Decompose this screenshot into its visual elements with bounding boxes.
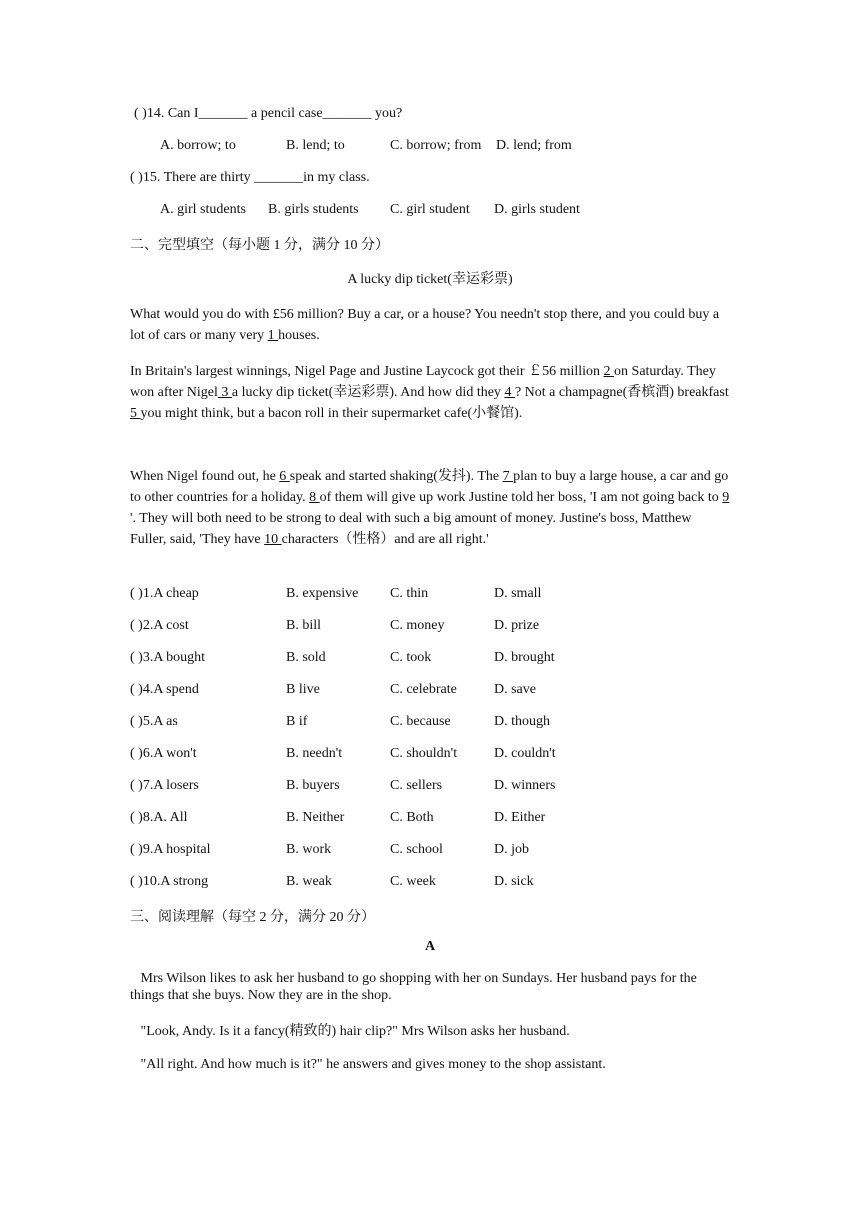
option-question: ( )2.A cost bbox=[130, 618, 189, 633]
option-question: ( )10.A strong bbox=[130, 874, 209, 889]
question-15-stem: ( )15. There are thirty _______in my class. bbox=[130, 170, 370, 185]
option-b: B live bbox=[286, 682, 320, 697]
option-b: B. expensive bbox=[286, 586, 359, 601]
option-b: B. bill bbox=[286, 618, 322, 633]
passage-title: A lucky dip ticket(幸运彩票) bbox=[347, 272, 513, 287]
option-question: ( )5.A as bbox=[130, 714, 178, 729]
text: you might think, but a bacon roll in their supermarket cafe(小餐馆). bbox=[140, 406, 523, 421]
q15-option-d: D. girls student bbox=[494, 202, 580, 217]
text: In Britain's largest winnings, Nigel Page and Justine Laycock got their ￡56 million bbox=[130, 364, 604, 379]
q14-option-c: C. borrow; from bbox=[390, 138, 482, 153]
option-d: D. brought bbox=[494, 650, 555, 665]
option-b: B. work bbox=[286, 842, 332, 857]
blank-2: 2 bbox=[603, 364, 615, 379]
section-3-heading: 三、阅读理解（每空 2 分，满分 20 分） bbox=[130, 910, 375, 925]
option-d: D. couldn't bbox=[494, 746, 556, 761]
blank-1: 1 bbox=[267, 328, 279, 343]
blank-8: 8 bbox=[309, 490, 320, 505]
option-c: C. took bbox=[390, 650, 432, 665]
option-c: C. because bbox=[390, 714, 451, 729]
option-question: ( )6.A won't bbox=[130, 746, 197, 761]
cloze-paragraph-3 bbox=[130, 466, 730, 550]
option-c: C. week bbox=[390, 874, 436, 889]
option-d: D. though bbox=[494, 714, 550, 729]
text: houses. bbox=[278, 328, 320, 343]
option-question: ( )9.A hospital bbox=[130, 842, 211, 857]
text: characters（性格）and are all right.' bbox=[281, 532, 489, 547]
option-b: B. needn't bbox=[286, 746, 343, 761]
blank-4: 4 bbox=[504, 385, 515, 400]
question-14-stem: ( )14. Can I_______ a pencil case_______ you? bbox=[134, 106, 403, 121]
cloze-paragraph-1 bbox=[130, 304, 730, 346]
text: on Saturday. They won after Nigel bbox=[130, 364, 716, 400]
option-c: C. celebrate bbox=[390, 682, 457, 697]
q15-option-b: B. girls students bbox=[268, 202, 359, 217]
option-question: ( )7.A losers bbox=[130, 778, 199, 793]
option-question: ( )8.A. All bbox=[130, 810, 188, 825]
blank-10: 10 bbox=[264, 532, 282, 547]
option-b: B if bbox=[286, 714, 308, 729]
option-b: B. sold bbox=[286, 650, 326, 665]
q15-option-c: C. girl student bbox=[390, 202, 470, 217]
text: of them will give up work Justine told her boss, 'I am not going back to bbox=[319, 490, 723, 505]
option-b: B. buyers bbox=[286, 778, 340, 793]
option-c: C. money bbox=[390, 618, 445, 633]
option-d: D. job bbox=[494, 842, 529, 857]
option-question: ( )4.A spend bbox=[130, 682, 199, 697]
option-b: B. weak bbox=[286, 874, 332, 889]
reading-paragraph-3: "All right. And how much is it?" he answers and gives money to the shop assistant. bbox=[130, 1057, 606, 1072]
option-question: ( )1.A cheap bbox=[130, 586, 199, 601]
blank-6: 6 bbox=[279, 469, 290, 484]
option-d: D. sick bbox=[494, 874, 534, 889]
option-c: C. shouldn't bbox=[390, 746, 458, 761]
passage-label-a: A bbox=[424, 939, 436, 954]
blank-3: 3 bbox=[217, 385, 232, 400]
cloze-paragraph-2 bbox=[130, 361, 730, 424]
q15-option-a: A. girl students bbox=[160, 202, 246, 217]
text: When Nigel found out, he bbox=[130, 469, 280, 484]
q14-option-d: D. lend; from bbox=[496, 138, 572, 153]
q14-option-a: A. borrow; to bbox=[160, 138, 236, 153]
option-c: C. thin bbox=[390, 586, 429, 601]
text: '. They will both need to be strong to deal with such a big amount of money. Justine's boss, Matthew Fuller, said, 'They have bbox=[130, 511, 692, 547]
q14-option-b: B. lend; to bbox=[286, 138, 345, 153]
section-2-heading: 二、完型填空（每小题 1 分，满分 10 分） bbox=[130, 238, 389, 253]
option-b: B. Neither bbox=[286, 810, 345, 825]
option-d: D. small bbox=[494, 586, 542, 601]
text: plan to buy a large house, a car and go to other countries for a holiday. bbox=[130, 469, 729, 505]
option-d: D. prize bbox=[494, 618, 540, 633]
option-d: D. save bbox=[494, 682, 536, 697]
reading-paragraph-2: "Look, Andy. Is it a fancy(精致的) hair clip?" Mrs Wilson asks her husband. bbox=[130, 1024, 570, 1039]
text: ? Not a champagne(香槟酒) breakfast bbox=[514, 385, 729, 400]
option-d: D. winners bbox=[494, 778, 556, 793]
option-c: C. school bbox=[390, 842, 443, 857]
text: a lucky dip ticket(幸运彩票). And how did they bbox=[231, 385, 505, 400]
blank-5: 5 bbox=[130, 406, 141, 421]
blank-7: 7 bbox=[502, 469, 514, 484]
text: speak and started shaking(发抖). The bbox=[289, 469, 503, 484]
text: What would you do with £56 million? Buy a car, or a house? You needn't stop there, and you could buy a lot of cars or many very bbox=[130, 307, 720, 343]
blank-9: 9 bbox=[722, 490, 730, 505]
option-question: ( )3.A bought bbox=[130, 650, 206, 665]
option-c: C. Both bbox=[390, 810, 434, 825]
option-c: C. sellers bbox=[390, 778, 443, 793]
option-d: D. Either bbox=[494, 810, 546, 825]
reading-paragraph-1: Mrs Wilson likes to ask her husband to go shopping with her on Sundays. Her husband pays for the things that she buys. Now they are in the shop. bbox=[130, 971, 701, 1003]
